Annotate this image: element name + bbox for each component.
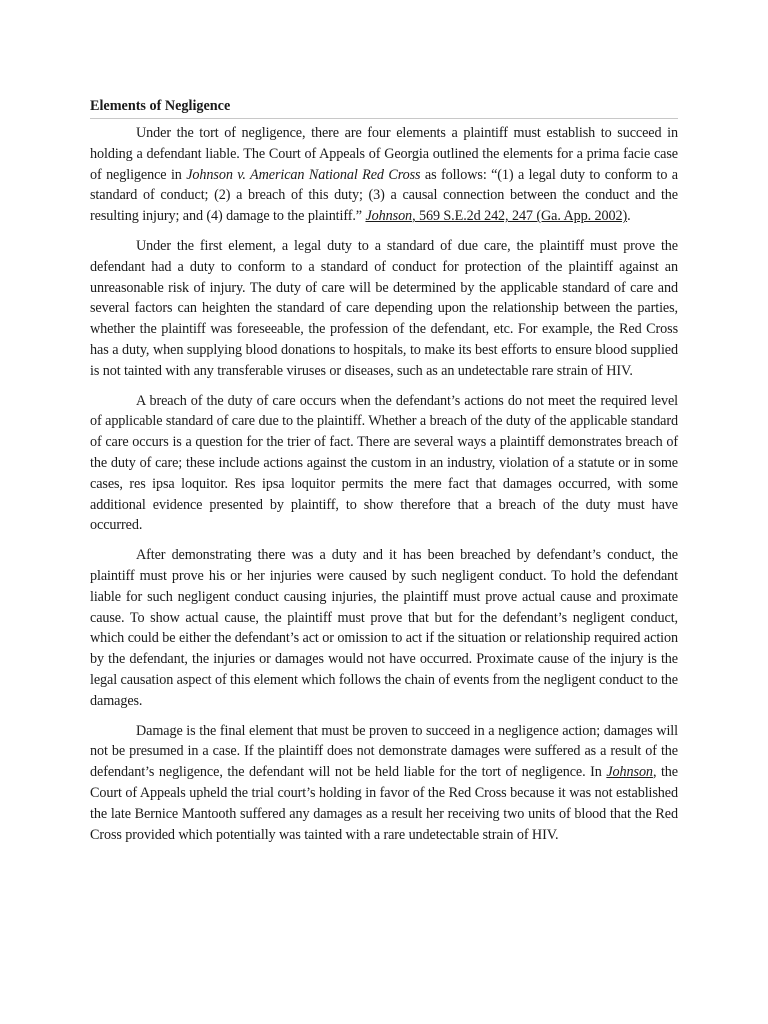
case-name-johnson-v-red-cross: Johnson v. American National Red Cross bbox=[186, 166, 421, 183]
case-name-johnson: Johnson bbox=[606, 764, 653, 781]
paragraph-damages bbox=[90, 721, 678, 846]
heading-divider bbox=[90, 118, 678, 119]
p5-text-a: Damage is the final element that must be proven to succeed in a negligence action; damages will not be presumed in a case. If the plaintiff does not demonstrate damages were suffered as a result of the defendant’s negligence, the defendant will not be held liable for the tort of negligence. In bbox=[90, 722, 678, 781]
citation-case-name: Johnson bbox=[365, 208, 413, 225]
citation-reporter: , 569 S.E.2d 242, 247 (Ga. App. 2002) bbox=[412, 208, 628, 225]
p5-text-b: , the Court of Appeals upheld the trial court’s holding in favor of the Red Cross because it was not established the late Bernice Mantooth suffered any damages as a result her receiving two units of blood that the Red Cross provided which potentially was tainted with a rare undetectable strain of HIV. bbox=[90, 764, 678, 843]
paragraph-elements-overview bbox=[90, 123, 678, 227]
p1-text-b: as follows: “(1) a legal duty to conform to a standard of conduct; (2) a breach of this duty; (3) a causal connection between the conduct and the resulting injury; and (4) damage to the plaintiff.” bbox=[90, 166, 678, 225]
p1-text-a: Under the tort of negligence, there are four elements a plaintiff must establish to succeed in holding a defendant liable. The Court of Appeals of Georgia outlined the elements for a prima facie case of negligence in bbox=[90, 125, 678, 183]
paragraph-causation: After demonstrating there was a duty and it has been breached by defendant’s conduct, the plaintiff must prove his or her injuries were caused by such negligent conduct. To hold the defendant liable for such negligent conduct causing injuries, the plaintiff must prove actual cause and proximate cause. To show actual cause, the plaintiff must prove that but for the defendant’s negligent conduct, which could be either the defendant’s act or omission to act if the situation or relationship required action by the defendant, the injuries or damages would not have occurred. Proximate cause of the injury is the legal causation aspect of this element which follows the chain of events from the negligent conduct to the damages. bbox=[90, 547, 678, 709]
document-page bbox=[90, 96, 678, 854]
section-heading: Elements of Negligence bbox=[90, 98, 231, 114]
paragraph-duty-of-care: Under the first element, a legal duty to a standard of due care, the plaintiff must prove the defendant had a duty to conform to a standard of conduct for protection of the plaintiff against an unreasonable risk of injury. The duty of care will be determined by the applicable standard of care and several factors can heighten the standard of care depending upon the relationship between the parties, whether the plaintiff was foreseeable, the profession of the defendant, etc. For example, the Red Cross has a duty, when supplying blood donations to hospitals, to make its best efforts to ensure blood supplied is not tainted with any transferable viruses or diseases, such as an undetectable rare strain of HIV. bbox=[90, 237, 678, 379]
citation bbox=[365, 208, 627, 224]
paragraph-breach: A breach of the duty of care occurs when the defendant’s actions do not meet the required level of applicable standard of care due to the plaintiff. Whether a breach of the duty of the applicable standard of care occurs is a question for the trier of fact. There are several ways a plaintiff demonstrates breach of the duty of care; these include actions against the custom in an industry, violation of a statute or in some cases, res ipsa loquitor. Res ipsa loquitor permits the mere fact that damages occurred, with some additional evidence presented by plaintiff, to show therefore that a breach of the duty must have occurred. bbox=[90, 392, 678, 534]
p1-text-end: . bbox=[627, 208, 631, 225]
